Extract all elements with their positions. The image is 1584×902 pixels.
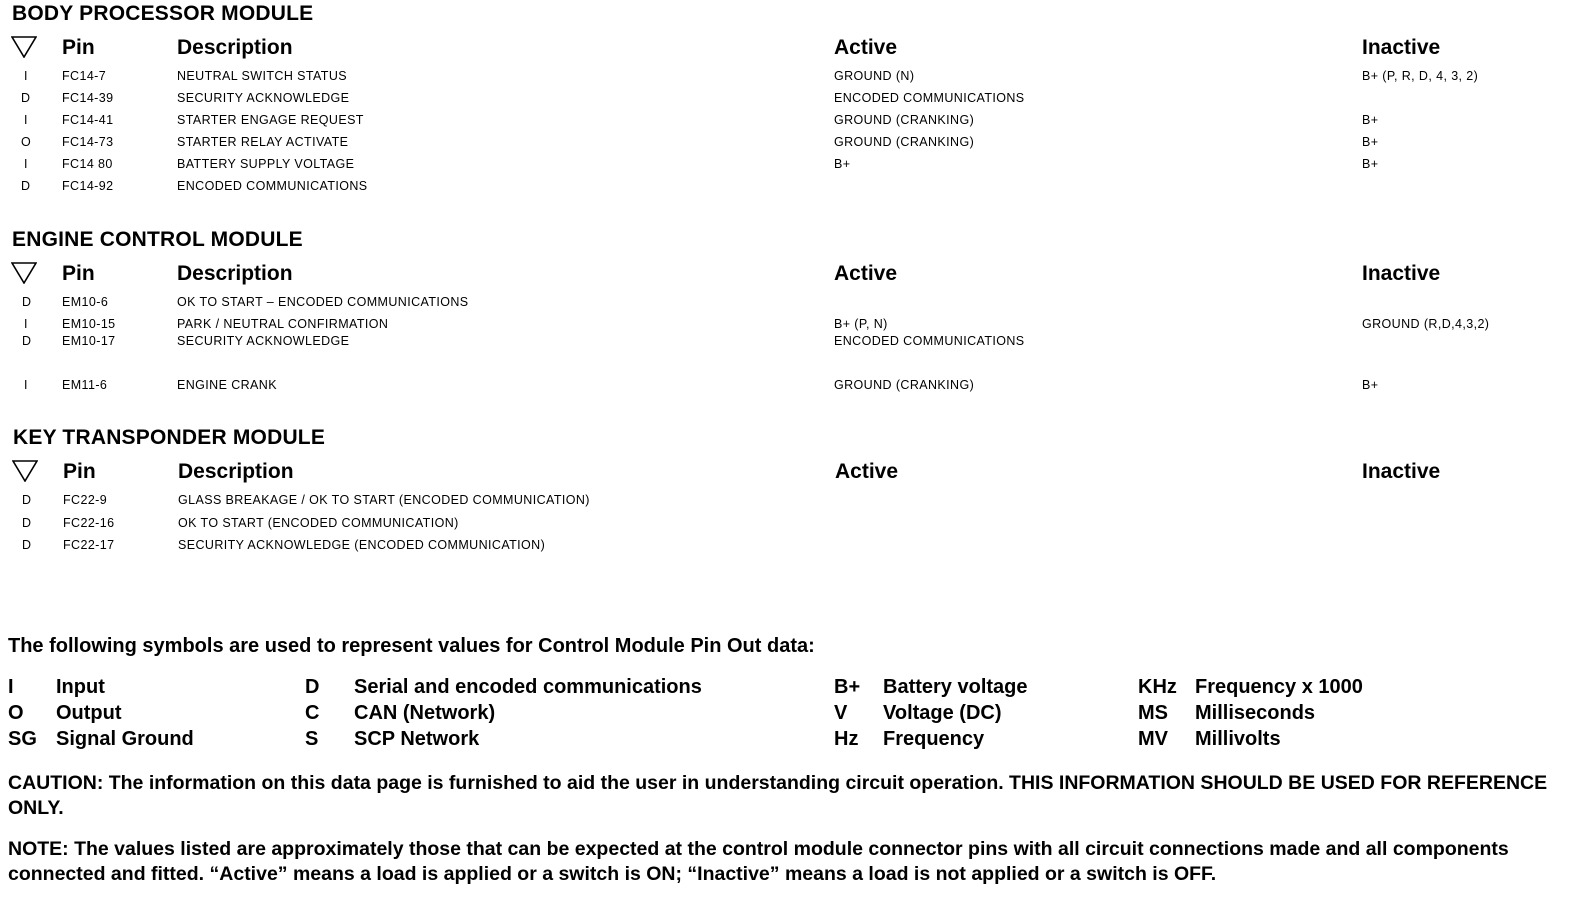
row-description: ENCODED COMMUNICATIONS xyxy=(177,179,368,193)
row-description: STARTER RELAY ACTIVATE xyxy=(177,135,349,149)
row-pin: FC14-73 xyxy=(62,135,114,149)
symbol-meaning: Voltage (DC) xyxy=(883,702,1002,724)
row-direction: D xyxy=(22,516,32,530)
row-active: B+ (P, N) xyxy=(834,317,888,331)
row-description: SECURITY ACKNOWLEDGE xyxy=(177,91,350,105)
row-direction: I xyxy=(24,378,28,392)
symbol-meaning: Millivolts xyxy=(1195,728,1281,750)
row-description: SECURITY ACKNOWLEDGE (ENCODED COMMUNICATION) xyxy=(178,538,546,552)
module-title-engine-control: ENGINE CONTROL MODULE xyxy=(12,228,303,251)
row-active: GROUND (CRANKING) xyxy=(834,113,975,127)
row-direction: I xyxy=(24,113,28,127)
column-header-active: Active xyxy=(835,460,899,483)
symbol-code: O xyxy=(8,702,24,724)
module-title-key-transponder: KEY TRANSPONDER MODULE xyxy=(13,426,326,449)
symbol-code: S xyxy=(305,728,319,750)
row-inactive: B+ (P, R, D, 4, 3, 2) xyxy=(1362,69,1479,83)
row-description: STARTER ENGAGE REQUEST xyxy=(177,113,364,127)
column-header-pin: Pin xyxy=(62,262,95,285)
symbol-code: MS xyxy=(1138,702,1168,724)
row-direction: D xyxy=(21,179,31,193)
symbol-meaning: SCP Network xyxy=(354,728,480,750)
module-title-body-processor: BODY PROCESSOR MODULE xyxy=(12,2,314,25)
row-description: BATTERY SUPPLY VOLTAGE xyxy=(177,157,355,171)
row-inactive: B+ xyxy=(1362,157,1379,171)
down-triangle-icon xyxy=(11,262,37,284)
row-pin: EM10-6 xyxy=(62,295,109,309)
row-description: OK TO START – ENCODED COMMUNICATIONS xyxy=(177,295,469,309)
caution-paragraph: CAUTION: The information on this data page is furnished to aid the user in understanding circuit operation. THIS INFORMATION SHOULD BE USED FOR REFERENCE ONLY. xyxy=(8,772,1548,819)
down-triangle-icon xyxy=(11,36,37,58)
column-header-inactive: Inactive xyxy=(1362,460,1441,483)
column-header-inactive: Inactive xyxy=(1362,262,1441,285)
row-active: B+ xyxy=(834,157,851,171)
symbol-code: Hz xyxy=(834,728,859,750)
column-header-pin: Pin xyxy=(63,460,96,483)
row-description: NEUTRAL SWITCH STATUS xyxy=(177,69,347,83)
row-pin: FC22-16 xyxy=(63,516,115,530)
column-header-active: Active xyxy=(834,262,898,285)
symbol-meaning: CAN (Network) xyxy=(354,702,496,724)
row-pin: FC22-17 xyxy=(63,538,115,552)
symbol-meaning: Signal Ground xyxy=(56,728,194,750)
row-pin: EM10-17 xyxy=(62,334,116,348)
row-description: PARK / NEUTRAL CONFIRMATION xyxy=(177,317,389,331)
symbol-code: KHz xyxy=(1138,676,1177,698)
down-triangle-icon xyxy=(12,460,38,482)
symbol-meaning: Serial and encoded communications xyxy=(354,676,702,698)
row-inactive: GROUND (R,D,4,3,2) xyxy=(1362,317,1490,331)
symbol-code: B+ xyxy=(834,676,861,698)
row-inactive: B+ xyxy=(1362,378,1379,392)
symbol-code: D xyxy=(305,676,320,698)
row-description: GLASS BREAKAGE / OK TO START (ENCODED COMMUNICATION) xyxy=(178,493,590,507)
row-pin: FC14-7 xyxy=(62,69,107,83)
row-pin: FC22-9 xyxy=(63,493,108,507)
row-pin: EM10-15 xyxy=(62,317,116,331)
row-description: ENGINE CRANK xyxy=(177,378,277,392)
row-pin: FC14 80 xyxy=(62,157,113,171)
row-direction: O xyxy=(21,135,32,149)
row-direction: D xyxy=(21,91,31,105)
row-pin: FC14-41 xyxy=(62,113,114,127)
row-pin: FC14-39 xyxy=(62,91,114,105)
symbol-code: C xyxy=(305,702,320,724)
row-direction: D xyxy=(22,493,32,507)
row-inactive: B+ xyxy=(1362,135,1379,149)
column-header-description: Description xyxy=(177,262,293,285)
column-header-description: Description xyxy=(178,460,294,483)
row-inactive: B+ xyxy=(1362,113,1379,127)
symbol-code: I xyxy=(8,676,14,698)
row-direction: I xyxy=(24,69,28,83)
row-active: ENCODED COMMUNICATIONS xyxy=(834,91,1025,105)
column-header-active: Active xyxy=(834,36,898,59)
row-direction: I xyxy=(24,157,28,171)
symbol-meaning: Frequency x 1000 xyxy=(1195,676,1363,698)
symbol-code: V xyxy=(834,702,848,724)
symbol-meaning: Battery voltage xyxy=(883,676,1028,698)
symbol-meaning: Input xyxy=(56,676,105,698)
column-header-pin: Pin xyxy=(62,36,95,59)
row-pin: EM11-6 xyxy=(62,378,108,392)
row-description: OK TO START (ENCODED COMMUNICATION) xyxy=(178,516,459,530)
row-direction: D xyxy=(22,295,32,309)
symbol-code: SG xyxy=(8,728,37,750)
column-header-description: Description xyxy=(177,36,293,59)
symbols-intro: The following symbols are used to represent values for Control Module Pin Out data: xyxy=(8,635,815,657)
row-direction: D xyxy=(22,334,32,348)
row-direction: D xyxy=(22,538,32,552)
row-description: SECURITY ACKNOWLEDGE xyxy=(177,334,350,348)
row-direction: I xyxy=(24,317,28,331)
note-paragraph: NOTE: The values listed are approximately those that can be expected at the control module connector pins with all circuit connections made and all components connected and fitted. “Active” means a load is applied or a switch is ON; “Inactive” means a load is not applied or a switch is OFF. xyxy=(8,838,1509,885)
row-pin: FC14-92 xyxy=(62,179,114,193)
row-active: GROUND (N) xyxy=(834,69,915,83)
row-active: ENCODED COMMUNICATIONS xyxy=(834,334,1025,348)
column-header-inactive: Inactive xyxy=(1362,36,1441,59)
symbol-meaning: Output xyxy=(56,702,122,724)
symbol-code: MV xyxy=(1138,728,1168,750)
symbol-meaning: Frequency xyxy=(883,728,985,750)
row-active: GROUND (CRANKING) xyxy=(834,135,975,149)
row-active: GROUND (CRANKING) xyxy=(834,378,975,392)
symbol-meaning: Milliseconds xyxy=(1195,702,1316,724)
